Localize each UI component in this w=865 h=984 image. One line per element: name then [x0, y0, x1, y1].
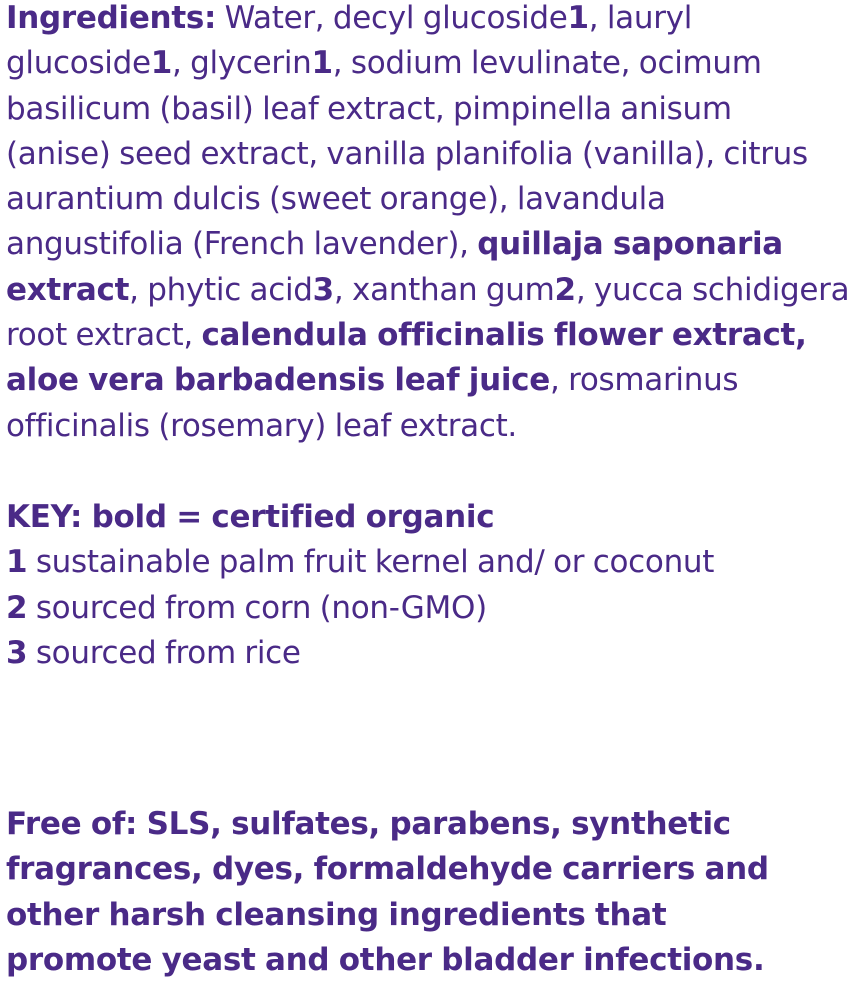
ingredient-text: root extract, — [6, 317, 202, 354]
ingredient-text: , xanthan gum — [333, 271, 555, 308]
ingredient-text: Water, decyl glucoside — [224, 0, 568, 36]
ingredient-text: officinalis (rosemary) leaf extract. — [6, 407, 517, 444]
organic-ingredient: aloe vera barbadensis leaf juice — [6, 362, 550, 399]
ingredient-text: (anise) seed extract, vanilla planifolia (vanilla), citrus — [6, 135, 808, 172]
ingredient-text: , sodium levulinate, ocimum — [332, 45, 762, 82]
free-of-statement — [6, 802, 856, 983]
ingredients-line — [6, 87, 865, 132]
organic-ingredient: extract — [6, 271, 130, 308]
footnote-item — [6, 586, 856, 631]
ingredients-line — [6, 41, 865, 86]
ingredients-line — [6, 177, 865, 222]
footnote-number: 2 — [6, 589, 28, 626]
ingredients-line — [6, 0, 865, 41]
footnote-text: sourced from corn (non-GMO) — [27, 589, 487, 626]
footnote-marker: 1 — [150, 45, 173, 82]
ingredient-text: angustifolia (French lavender), — [6, 226, 478, 263]
ingredients-heading: Ingredients: — [6, 0, 217, 36]
footnote-text: sustainable palm fruit kernel and/ or coconut — [27, 544, 715, 581]
ingredient-text: , glycerin — [172, 45, 312, 82]
footnote-number: 1 — [6, 544, 28, 581]
ingredients-line — [6, 222, 865, 267]
ingredients-line — [6, 313, 865, 358]
organic-ingredient: quillaja saponaria — [477, 226, 783, 263]
key-legend — [6, 495, 856, 676]
ingredients-line — [6, 358, 865, 403]
ingredients-line — [6, 404, 865, 449]
ingredient-text: , yucca schidigera — [575, 271, 850, 308]
footnote-marker: 1 — [567, 0, 589, 36]
free-of-line: promote yeast and other bladder infections. — [6, 941, 765, 978]
ingredient-text: glucoside — [6, 45, 151, 82]
ingredients-line — [6, 268, 865, 313]
ingredient-text: basilicum (basil) leaf extract, pimpinella anisum — [6, 90, 732, 127]
ingredient-text: , lauryl — [588, 0, 693, 36]
ingredients-paragraph — [6, 0, 865, 449]
footnote-item — [6, 631, 856, 676]
organic-ingredient: calendula officinalis flower extract, — [201, 317, 807, 354]
footnote-text: sourced from rice — [27, 634, 301, 671]
ingredient-text: , phytic acid — [129, 271, 313, 308]
free-of-line: Free of: SLS, sulfates, parabens, synthetic — [6, 806, 731, 842]
free-of-line: fragrances, dyes, formaldehyde carriers and — [6, 851, 769, 888]
footnote-marker: 1 — [311, 45, 333, 82]
footnote-number: 3 — [6, 634, 28, 671]
free-of-line: other harsh cleansing ingredients that — [6, 896, 667, 933]
ingredients-line — [6, 132, 865, 177]
key-title: KEY: bold = certified organic — [6, 499, 495, 535]
footnote-marker: 3 — [312, 271, 334, 308]
ingredient-text: aurantium dulcis (sweet orange), lavandula — [6, 181, 666, 218]
footnote-marker: 2 — [554, 271, 576, 308]
footnote-item — [6, 540, 856, 585]
ingredient-text: , rosmarinus — [549, 362, 739, 399]
